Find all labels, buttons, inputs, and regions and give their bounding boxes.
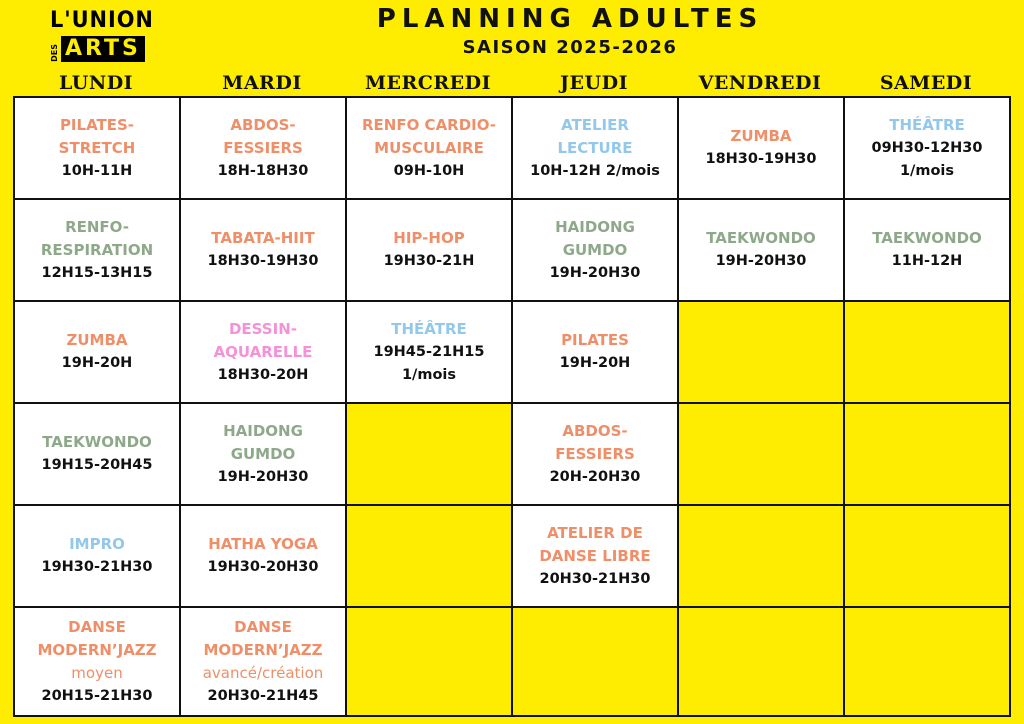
day-header-mardi: MARDI — [222, 72, 302, 94]
empty-cell — [845, 404, 1011, 506]
class-cell — [513, 302, 679, 404]
class-cell — [181, 98, 347, 200]
class-cell — [181, 506, 347, 608]
day-header-vendredi: VENDREDI — [698, 72, 822, 94]
class-cell — [513, 98, 679, 200]
class-time: 18H-18H30 — [217, 162, 309, 179]
class-cell — [845, 98, 1011, 200]
class-time: 20H30-21H45 — [207, 687, 319, 704]
class-time: 19H45-21H15 1/mois — [373, 343, 485, 383]
class-time: 11H-12H — [891, 253, 963, 269]
empty-cell — [679, 608, 845, 717]
page-title: PLANNING ADULTES — [376, 4, 764, 34]
empty-cell — [679, 404, 845, 506]
class-name: TABATA-HIIT — [211, 229, 315, 247]
class-time: 10H-12H 2/mois — [530, 162, 660, 179]
class-name: HIP-HOP — [393, 229, 465, 247]
logo-line-1: L'UNION — [50, 8, 154, 33]
class-name: HAIDONG GUMDO — [555, 217, 635, 259]
class-cell — [181, 302, 347, 404]
empty-cell — [347, 404, 513, 506]
class-cell — [513, 200, 679, 302]
page-subtitle: SAISON 2025-2026 — [462, 37, 678, 58]
class-cell — [347, 200, 513, 302]
schedule-grid — [13, 96, 1011, 717]
class-cell — [15, 404, 181, 506]
class-cell — [15, 302, 181, 404]
class-cell — [15, 200, 181, 302]
class-cell — [15, 506, 181, 608]
class-time: 09H30-12H30 1/mois — [871, 139, 983, 179]
class-name: ATELIER LECTURE — [557, 115, 633, 157]
class-name: ABDOS- FESSIERS — [555, 421, 635, 463]
empty-cell — [679, 506, 845, 608]
class-time: 19H-20H — [61, 355, 133, 371]
class-name: THÉÂTRE — [889, 115, 965, 134]
class-time: 19H-20H30 — [715, 253, 807, 269]
class-cell — [15, 608, 181, 717]
class-cell — [347, 302, 513, 404]
empty-cell — [845, 608, 1011, 717]
class-level: avancé/création — [202, 663, 324, 682]
class-time: 18H30-20H — [217, 366, 309, 383]
class-name: HATHA YOGA — [208, 535, 318, 553]
class-time: 20H15-21H30 — [41, 687, 153, 704]
class-name: IMPRO — [69, 535, 125, 553]
class-time: 09H-10H — [393, 162, 465, 179]
class-name: ABDOS- FESSIERS — [223, 115, 303, 157]
class-time: 12H15-13H15 — [41, 264, 153, 281]
day-header-lundi: LUNDI — [58, 72, 134, 94]
logo-des: DES — [50, 44, 59, 62]
class-name: DESSIN- AQUARELLE — [213, 319, 313, 361]
class-name: ATELIER DE DANSE LIBRE — [539, 523, 651, 565]
class-cell — [181, 608, 347, 717]
class-name: TAEKWONDO — [872, 229, 982, 247]
class-time: 19H30-20H30 — [207, 559, 319, 575]
class-name: THÉÂTRE — [391, 319, 467, 338]
day-header-jeudi: JEUDI — [560, 72, 628, 94]
class-time: 10H-11H — [61, 162, 133, 179]
class-name: RENFO CARDIO- MUSCULAIRE — [361, 115, 497, 157]
class-name: RENFO- RESPIRATION — [40, 217, 154, 259]
class-cell — [181, 404, 347, 506]
class-name: ZUMBA — [730, 127, 792, 145]
class-cell — [513, 506, 679, 608]
day-headers — [13, 72, 1010, 96]
empty-cell — [845, 506, 1011, 608]
class-cell — [513, 404, 679, 506]
class-name: PILATES- STRETCH — [58, 115, 136, 157]
class-name: PILATES — [561, 331, 629, 349]
class-cell — [15, 98, 181, 200]
empty-cell — [513, 608, 679, 717]
class-time: 18H30-19H30 — [207, 253, 319, 269]
class-cell — [679, 200, 845, 302]
class-level: moyen — [71, 663, 123, 682]
day-header-mercredi: MERCREDI — [364, 72, 492, 94]
empty-cell — [679, 302, 845, 404]
class-name: TAEKWONDO — [706, 229, 816, 247]
union-des-arts-logo — [50, 8, 172, 64]
class-time: 19H30-21H30 — [41, 559, 153, 575]
class-name: ZUMBA — [66, 331, 128, 349]
class-time: 19H-20H — [559, 355, 631, 371]
class-name: HAIDONG GUMDO — [223, 421, 303, 463]
class-cell — [181, 200, 347, 302]
class-time: 20H-20H30 — [549, 468, 641, 485]
class-time: 19H-20H30 — [217, 468, 309, 485]
class-name: TAEKWONDO — [42, 433, 152, 451]
class-name: DANSE MODERN’JAZZ — [203, 617, 323, 659]
empty-cell — [347, 506, 513, 608]
class-time: 19H-20H30 — [549, 264, 641, 281]
logo-line-2 — [50, 36, 145, 62]
class-name: DANSE MODERN’JAZZ — [37, 617, 157, 659]
class-cell — [347, 98, 513, 200]
class-time: 19H30-21H — [383, 253, 475, 269]
class-time: 20H30-21H30 — [539, 570, 651, 587]
empty-cell — [845, 302, 1011, 404]
class-time: 19H15-20H45 — [41, 457, 153, 473]
logo-arts: ARTS — [61, 36, 145, 62]
empty-cell — [347, 608, 513, 717]
class-time: 18H30-19H30 — [705, 151, 817, 167]
day-header-samedi: SAMEDI — [879, 72, 973, 94]
class-cell — [845, 200, 1011, 302]
class-cell — [679, 98, 845, 200]
